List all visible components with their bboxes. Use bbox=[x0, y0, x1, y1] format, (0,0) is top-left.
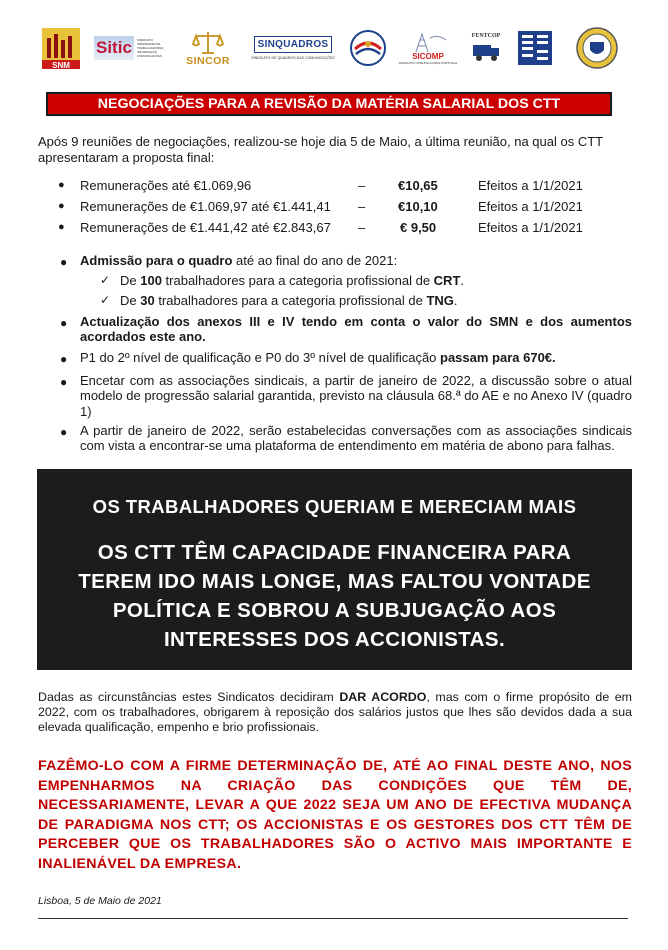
salary-dash: – bbox=[358, 220, 366, 235]
closing-text: Dadas as circunstâncias estes Sindicatos decidiram bbox=[38, 690, 340, 704]
subitem-number: 30 bbox=[140, 293, 155, 308]
subitem-category: TNG bbox=[426, 293, 454, 308]
subitem-number: 100 bbox=[140, 273, 162, 288]
page-title: NEGOCIAÇÕES PARA A REVISÃO DA MATÉRIA SALARIAL DOS CTT bbox=[46, 92, 612, 116]
admission-subitem bbox=[120, 293, 458, 308]
bullet-icon: ● bbox=[60, 316, 68, 330]
qualification-bold: passam para 670€. bbox=[440, 350, 556, 365]
closing-text: , mas com o firme propósito de em 2022, com os trabalhadores, obrigarem à reposição dos salários justos que lhes são devidos dada a sua elevada qualificação, empenho e brio profissionais. bbox=[38, 690, 632, 734]
sinquadros-logo-subtitle: SINDICATO DE QUADROS DAS COMUNICAÇÕES bbox=[251, 56, 335, 60]
banner-line: OS CTT TÊM CAPACIDADE FINANCEIRA PARA bbox=[97, 541, 572, 564]
bullet-icon: ● bbox=[60, 255, 68, 269]
sitic-logo bbox=[94, 24, 176, 72]
determination-statement: FAZÊMO-LO COM A FIRME DETERMINAÇÃO DE, ATÉ AO FINAL DESTE ANO, NOS EMPENHARMOS NA CRIAÇÃO DAS CONDIÇÕES QUE TÊM DE, NECESSARIAMENTE, LEVAR A QUE 2022 SEJA UM ANO DE EFECTIVA MUDANÇA DE PARADIGMA NOS CTT; OS ACCIONISTAS E OS GESTORES DOS CTT TÊM DE PERCEBER QUE OS TRABALHADORES SÃO O ACTIVO MAIS IMPORTANTE E INALIENÁVEL DA EMPRESA. bbox=[38, 758, 632, 872]
subitem-category: CRT bbox=[433, 273, 461, 288]
salary-effect: Efeitos a 1/1/2021 bbox=[478, 199, 583, 214]
admission-item bbox=[80, 253, 632, 268]
sincor-logo-text: SINCOR bbox=[186, 55, 230, 67]
salary-row bbox=[58, 178, 618, 196]
salary-range: Remunerações até €1.069,96 bbox=[80, 178, 252, 193]
salary-dash: – bbox=[358, 178, 366, 193]
truck-icon bbox=[471, 39, 501, 63]
banner-line: POLÍTICA E SOBROU A SUBJUGAÇÃO AOS bbox=[112, 599, 557, 622]
bullet-icon: ● bbox=[60, 352, 68, 366]
subitem-text: . bbox=[460, 273, 465, 288]
snm-logo-text: SNM bbox=[52, 61, 70, 70]
sinquadros-logo-text: SINQUADROS bbox=[254, 36, 333, 53]
subitem-text: De bbox=[120, 273, 141, 288]
qualification-text: P1 do 2º nível de qualificação e P0 do 3º nível de qualificação bbox=[80, 350, 441, 365]
salary-dash: – bbox=[358, 199, 366, 214]
closing-agreement: DAR ACORDO bbox=[339, 690, 427, 704]
salary-amount: €10,10 bbox=[398, 199, 438, 214]
check-icon: ✓ bbox=[100, 273, 111, 287]
check-icon: ✓ bbox=[100, 293, 111, 307]
salary-amount: € 9,50 bbox=[400, 220, 437, 235]
salary-effect: Efeitos a 1/1/2021 bbox=[478, 178, 583, 193]
bullet-icon: ● bbox=[60, 425, 68, 439]
admission-rest: até ao final do ano de 2021: bbox=[232, 253, 398, 268]
bullet-icon: ● bbox=[58, 200, 65, 212]
globe-logo bbox=[348, 24, 388, 72]
banner-line: INTERESSES DOS ACCIONISTAS. bbox=[163, 628, 506, 651]
fentcop-logo-text: FENTCOP bbox=[471, 33, 501, 39]
salary-range: Remunerações de €1.069,97 até €1.441,41 bbox=[80, 199, 331, 214]
banner-line: TEREM IDO MAIS LONGE, MAS FALTOU VONTADE bbox=[78, 570, 591, 593]
subitem-text: trabalhadores para a categoria profissional de bbox=[161, 273, 434, 288]
salary-effect: Efeitos a 1/1/2021 bbox=[478, 220, 583, 235]
statement-banner bbox=[37, 469, 632, 670]
union-logos-row bbox=[34, 24, 634, 76]
bullet-icon: ● bbox=[60, 375, 68, 389]
banner-headline: OS TRABALHADORES QUERIAM E MERECIAM MAIS bbox=[92, 496, 577, 517]
salary-row bbox=[58, 220, 618, 238]
crest-logo bbox=[574, 24, 620, 72]
admission-bold: Admissão para o quadro bbox=[80, 253, 233, 268]
footer-divider bbox=[38, 918, 628, 919]
sicomp-logo-text: SICOMP bbox=[412, 51, 444, 61]
conversations-item: A partir de janeiro de 2022, serão estabelecidas conversações com as associações sindicais com vista a encontrar-se uma plataforma de entendimento em matéria de abono para falhas. bbox=[80, 423, 632, 454]
scales-icon bbox=[192, 29, 224, 55]
antenna-icon bbox=[408, 32, 448, 52]
sitic-logo-subtitle: SINDICATO INDEPENDENTE TRABALHADORES INFORMAÇÃO COMUNICAÇÕES bbox=[136, 38, 164, 58]
sincor-logo bbox=[178, 24, 238, 72]
progression-item: Encetar com as associações sindicais, a partir de janeiro de 2022, a discussão sobre o atual modelo de progressão salarial garantida, previsto na cláusula 68.ª do AE e no Anexo IV (quadro 1) bbox=[80, 373, 632, 419]
admission-subitem bbox=[120, 273, 464, 288]
snm-logo bbox=[40, 24, 82, 72]
annex-item: Actualização dos anexos III e IV tendo em conta o valor do SMN e dos aumentos acordados este ano. bbox=[80, 314, 632, 345]
sicomp-logo-subtitle: SINDICATO COMUNICAÇÕES PORTUGAL bbox=[398, 60, 458, 65]
salary-range: Remunerações de €1.441,42 até €2.843,67 bbox=[80, 220, 331, 235]
sitic-logo-text: Sitic bbox=[94, 36, 134, 60]
intro-paragraph: Após 9 reuniões de negociações, realizou-se hoje dia 5 de Maio, a última reunião, na qual os CTT apresentaram a proposta final: bbox=[38, 134, 603, 165]
sinquadros-logo bbox=[246, 24, 340, 72]
bullet-icon: ● bbox=[58, 221, 65, 233]
salary-amount: €10,65 bbox=[398, 178, 438, 193]
signoff: Lisboa, 5 de Maio de 2021 bbox=[38, 895, 162, 907]
qualification-item bbox=[80, 350, 632, 365]
subitem-text: De bbox=[120, 293, 141, 308]
closing-paragraph bbox=[38, 690, 632, 735]
subitem-text: . bbox=[453, 293, 458, 308]
sicomp-logo bbox=[396, 24, 460, 72]
sers-logo bbox=[514, 24, 556, 72]
bullet-icon: ● bbox=[58, 179, 65, 191]
fentcop-logo bbox=[466, 24, 506, 72]
salary-row bbox=[58, 199, 618, 217]
subitem-text: trabalhadores para a categoria profissional de bbox=[154, 293, 427, 308]
